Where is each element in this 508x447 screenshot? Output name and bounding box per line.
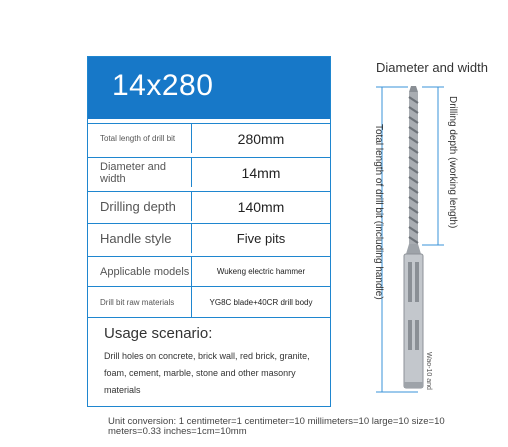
- diagram-title: Diameter and width: [376, 60, 488, 75]
- spec-value: Five pits: [236, 231, 286, 246]
- unit-conversion-note: Unit conversion: 1 centimeter=1 centimeter=10 millimeters=10 large=10 size=10 meters=0.33 inches=1cm=10mm: [108, 416, 445, 437]
- spec-label: Handle style: [88, 224, 192, 253]
- usage-title: Usage scenario:: [104, 325, 213, 342]
- spec-value: Wukeng electric hammer: [216, 267, 306, 276]
- spec-label: Applicable models: [88, 257, 192, 286]
- spec-label: Diameter and width: [88, 158, 192, 187]
- total-length-label: Total length of drill bit (including handle): [373, 124, 384, 300]
- usage-text: Drill holes on concrete, brick wall, red brick, granite, foam, cement, marble, stone and other masonry materials: [104, 351, 310, 395]
- spec-value: 140mm: [237, 198, 285, 215]
- drilling-depth-label: Drilling depth (working length): [447, 96, 458, 229]
- spec-value: YG8C blade+40CR drill body: [209, 297, 313, 307]
- spec-label: Total length of drill bit: [88, 124, 192, 153]
- drill-bit-icon: [404, 86, 423, 388]
- spec-value: 280mm: [237, 130, 285, 147]
- working-length-dimension: [422, 87, 444, 245]
- shank-marking: Wao-10 and: [425, 352, 432, 390]
- spec-label: Drill bit raw materials: [88, 287, 192, 317]
- spec-value: 14mm: [241, 164, 281, 181]
- spec-label: Drilling depth: [88, 192, 192, 221]
- size-title: 14x280: [112, 69, 214, 102]
